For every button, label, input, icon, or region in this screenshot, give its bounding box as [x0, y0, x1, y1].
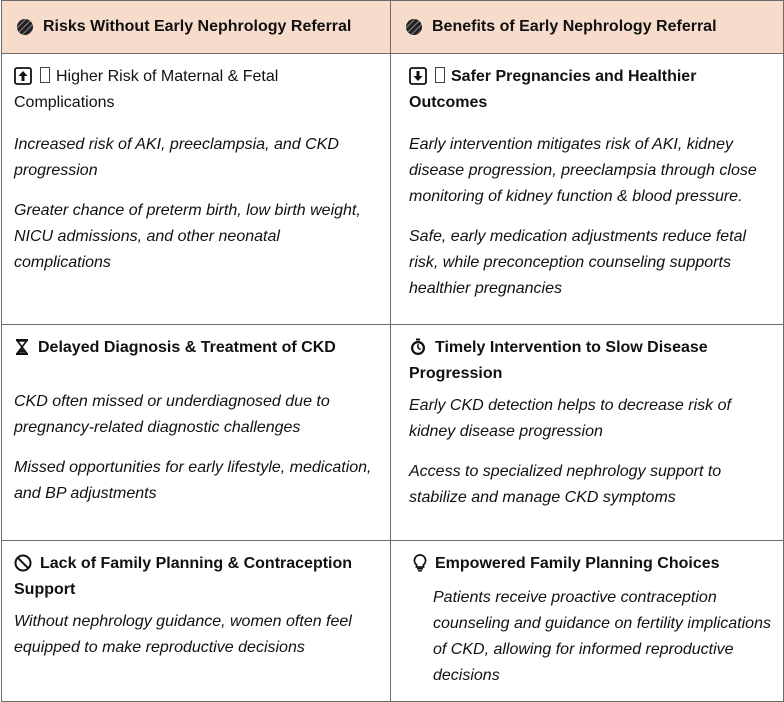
down-arrow-box-icon: [409, 67, 427, 85]
risk-point: Without nephrology guidance, women often feel equipped to make reproductive decisions: [14, 613, 352, 656]
risk-title: Delayed Diagnosis & Treatment of CKD: [14, 335, 378, 361]
up-arrow-box-icon: [14, 67, 32, 85]
header-row: [2, 1, 784, 54]
benefit-cell: [391, 325, 784, 541]
benefit-title: Timely Intervention to Slow Disease Progression: [409, 339, 708, 382]
risk-cell: [2, 325, 391, 541]
risk-point: Increased risk of AKI, preeclampsia, and CKD progression: [14, 136, 339, 179]
missing-glyph: [435, 67, 445, 83]
benefit-point: Patients receive proactive contraception counseling and guidance on fertility implications of CKD, allowing for informed reproductive decisions: [433, 589, 771, 684]
hatched-circle-icon: [405, 18, 423, 36]
table-row: [2, 541, 784, 702]
benefit-cell: [391, 541, 784, 702]
risk-point: Missed opportunities for early lifestyle, medication, and BP adjustments: [14, 459, 372, 502]
risks-header: [2, 1, 391, 54]
lightbulb-icon: [413, 554, 427, 572]
risk-point: Greater chance of preterm birth, low birth weight, NICU admissions, and other neonatal complications: [14, 202, 361, 271]
benefit-point: Early intervention mitigates risk of AKI, kidney disease progression, preeclampsia through close monitoring of kidney function & blood pressure.: [409, 136, 757, 205]
table-row: [2, 325, 784, 541]
missing-glyph: [40, 67, 50, 83]
hatched-circle-icon: [16, 18, 34, 36]
risk-title: Higher Risk of Maternal & Fetal Complications: [14, 68, 279, 111]
benefit-title: Safer Pregnancies and Healthier Outcomes: [409, 68, 697, 111]
risks-header-label: Risks Without Early Nephrology Referral: [43, 18, 352, 35]
risk-cell: [2, 541, 391, 702]
risk-point: CKD often missed or underdiagnosed due to pregnancy-related diagnostic challenges: [14, 393, 330, 436]
hourglass-icon: [14, 338, 30, 356]
benefit-cell: [391, 54, 784, 325]
benefit-point: Access to specialized nephrology support to stabilize and manage CKD symptoms: [409, 463, 722, 506]
prohibited-icon: [14, 554, 32, 572]
benefit-point: Safe, early medication adjustments reduce fetal risk, while preconception counseling supports healthier pregnancies: [409, 228, 747, 297]
comparison-table: [1, 0, 784, 702]
benefit-title: Empowered Family Planning Choices: [413, 551, 771, 577]
risk-title: Lack of Family Planning & Contraception Support: [14, 555, 353, 598]
risk-cell: [2, 54, 391, 325]
benefits-header-label: Benefits of Early Nephrology Referral: [432, 18, 717, 35]
table-row: [2, 54, 784, 325]
benefit-point: Early CKD detection helps to decrease risk of kidney disease progression: [409, 397, 731, 440]
stopwatch-icon: [409, 338, 427, 356]
benefits-header: [391, 1, 784, 54]
